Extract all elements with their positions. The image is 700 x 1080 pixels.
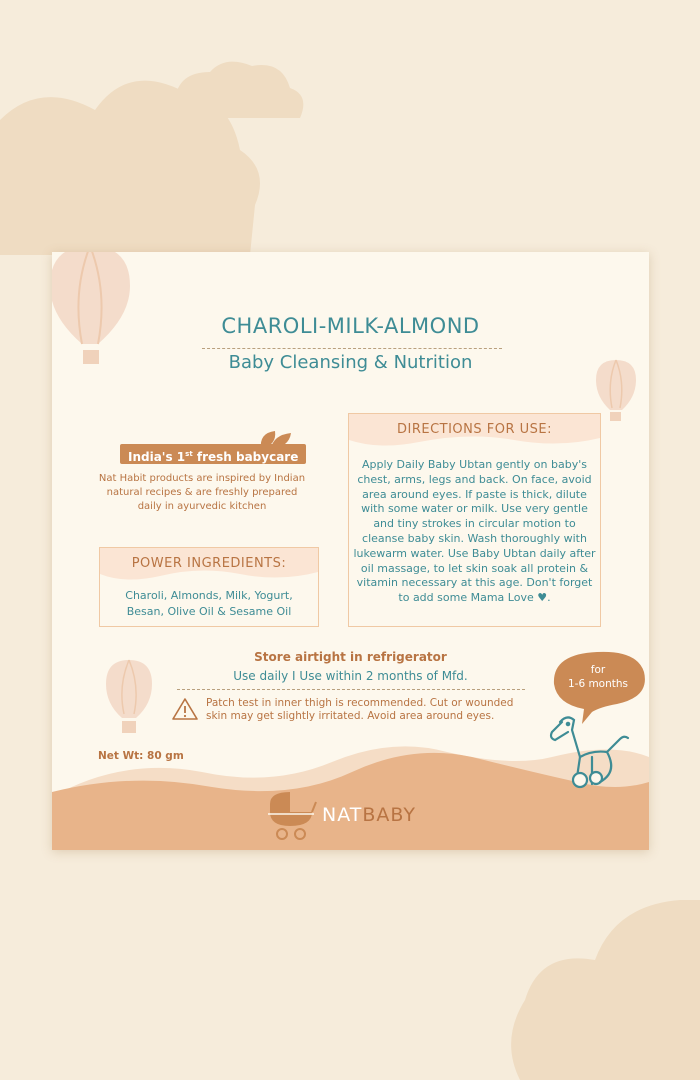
directions-text: Apply Daily Baby Ubtan gently on baby's chest, arms, legs and back. On face, avoid area around eyes. If paste is thick, dilute with some water or milk. Use very gentle and tiny strokes in circular motion to cleanse baby skin. Wash thoroughly with lukewarm water. Use Baby Ubtan daily after oil massage, to let skin soak all protein & vitamin necessary at this age. Don't forget to add some Mama Love ♥. — [353, 458, 596, 605]
badge-prefix: India's 1 — [128, 450, 186, 464]
brand-logo — [322, 804, 416, 826]
product-label-card — [52, 252, 649, 850]
brand-part1: NAT — [322, 804, 363, 826]
intro-text: Nat Habit products are inspired by Indian natural recipes & are freshly prepared daily in ayurvedic kitchen — [98, 473, 306, 512]
warning-text: Patch test in inner thigh is recommended. Cut or wounded skin may get slightly irritated. Avoid area around eyes. — [206, 697, 514, 722]
ingredients-text: Charoli, Almonds, Milk, Yogurt, Besan, Olive Oil & Sesame Oil — [125, 589, 293, 618]
age-range-text — [558, 663, 638, 691]
leaf-icon — [257, 427, 293, 451]
badge-sup: st — [185, 450, 193, 458]
product-title: CHAROLI-MILK-ALMOND — [221, 314, 480, 338]
directions-box — [348, 413, 601, 627]
hot-air-balloon-icon — [52, 252, 130, 364]
ingredients-header — [100, 548, 318, 582]
directions-header — [349, 414, 600, 448]
product-subtitle: Baby Cleansing & Nutrition — [228, 352, 473, 373]
net-weight: Net Wt: 80 gm — [98, 750, 184, 762]
badge-suffix: fresh babycare — [192, 450, 299, 464]
age-bubble-line1: for — [590, 664, 606, 676]
storage-title: Store airtight in refrigerator — [254, 650, 447, 664]
storage-divider — [177, 689, 525, 690]
brand-part2: BABY — [362, 804, 416, 826]
ingredients-box — [99, 547, 319, 627]
title-divider — [202, 348, 502, 349]
directions-heading: DIRECTIONS FOR USE: — [396, 422, 553, 437]
usage-text: Use daily I Use within 2 months of Mfd. — [233, 669, 468, 683]
ingredients-heading: POWER INGREDIENTS: — [131, 556, 287, 571]
age-bubble-line2: 1-6 months — [567, 678, 629, 690]
warning-icon — [172, 698, 198, 720]
